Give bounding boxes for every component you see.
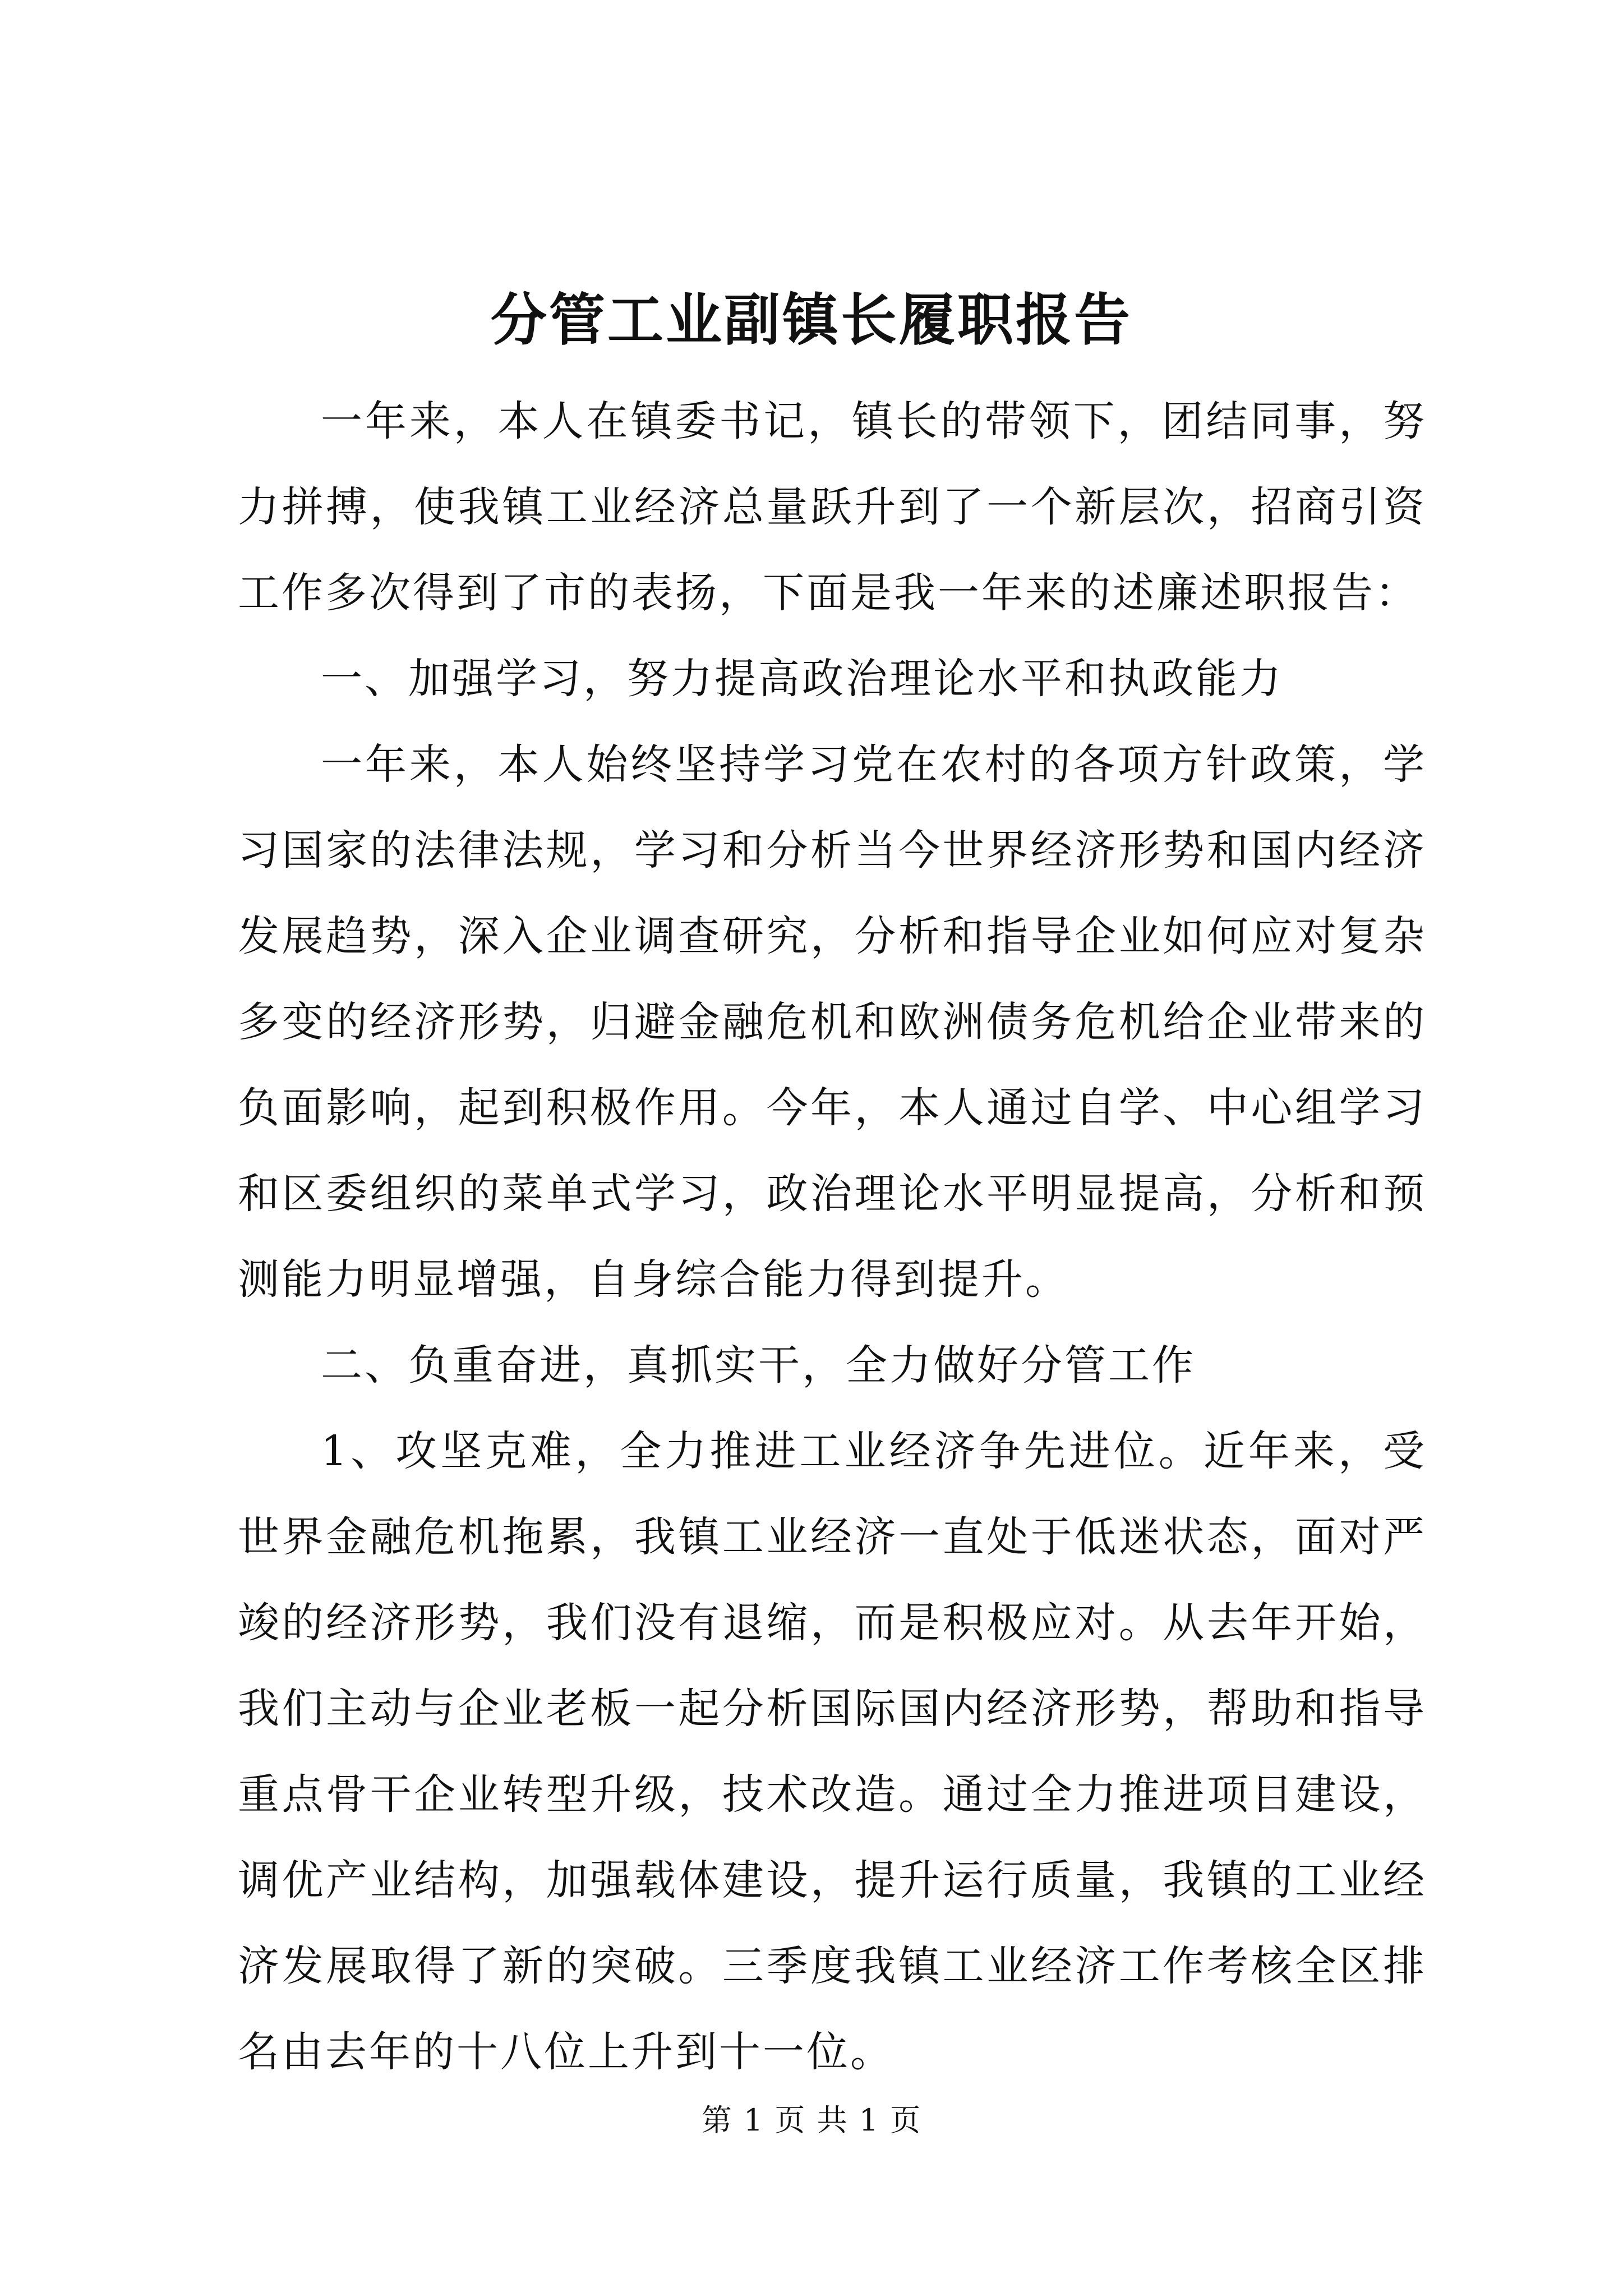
document-title: 分管工业副镇长履职报告 <box>491 287 1132 353</box>
page-footer: 第 1 页 共 1 页 <box>701 2102 922 2138</box>
industry-paragraph: 1、攻坚克难，全力推进工业经济争先进位。近年来，受世界金融危机拖累，我镇工业经济一直处于低迷状态，面对严竣的经济形势，我们没有退缩，而是积极应对。从去年开始，我们主动与企业老板一起分析国际国内经济形势，帮助和指导重点骨干企业转型升级，技术改造。通过全力推进项目建设，调优产业结构，加强载体建设，提升运行质量，我镇的工业经济发展取得了新的突破。三季度我镇工业经济工作考核全区排名由去年的十八位上升到十一位。 <box>238 1427 1427 2076</box>
section-heading-1: 一、加强学习，努力提高政治理论水平和执政能力 <box>321 655 1283 703</box>
intro-paragraph: 一年来，本人在镇委书记，镇长的带领下，团结同事，努力拼搏，使我镇工业经济总量跃升到了一个新层次，招商引资工作多次得到了市的表扬，下面是我一年来的述廉述职报告： <box>238 397 1427 617</box>
section-heading-2: 二、负重奋进，真抓实干，全力做好分管工作 <box>321 1341 1196 1389</box>
study-paragraph: 一年来，本人始终坚持学习党在农村的各项方针政策，学习国家的法律法规，学习和分析当今世界经济形势和国内经济发展趋势，深入企业调查研究，分析和指导企业如何应对复杂多变的经济形势，归避金融危机和欧洲债务危机给企业带来的负面影响，起到积极作用。今年，本人通过自学、中心组学习和区委组织的菜单式学习，政治理论水平明显提高，分析和预测能力明显增强，自身综合能力得到提升。 <box>238 740 1427 1304</box>
document-body <box>238 379 1427 2095</box>
